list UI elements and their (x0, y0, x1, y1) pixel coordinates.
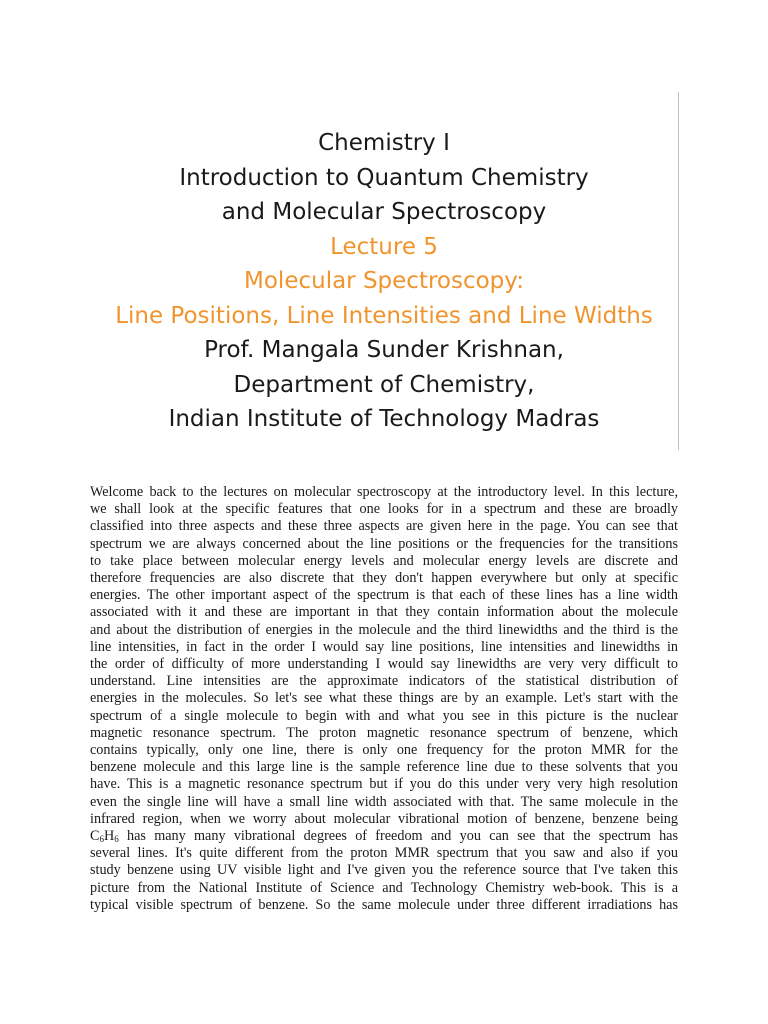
slide-title-block (90, 126, 678, 437)
transcript-line: therefore frequencies are also discrete that they don't happen everywhere but only at specific (90, 570, 678, 587)
transcript-line: typical visible spectrum of benzene. So the same molecule under three different irradiations has (90, 896, 678, 913)
benzene-formula-c: C (90, 828, 100, 845)
transcript-line: benzene molecule and this large line is the sample reference line due to these solvents that you (90, 759, 678, 776)
transcript-line: energies. The other important aspect of the spectrum is that each of these lines has a line width (90, 587, 678, 604)
transcript-line-formula (90, 828, 678, 845)
course-subtitle-line-2: and Molecular Spectroscopy (221, 199, 547, 225)
lecture-number: Lecture 5 (330, 233, 438, 260)
transcript-line: study benzene using UV visible light and I've given you the reference source that I've taken this (90, 862, 678, 879)
transcript-line: picture from the National Institute of Science and Technology Chemistry web-book. This is a (90, 879, 678, 896)
transcript-line: understand. Line intensities are the approximate indicators of the statistical distribution of (90, 673, 678, 690)
formula-line-text: has many many vibrational degrees of freedom and you can see that the spectrum has (118, 828, 678, 845)
lecture-topic-line-2: Line Positions, Line Intensities and Line Widths (115, 302, 653, 329)
lecture-topic-line-1: Molecular Spectroscopy: (244, 268, 524, 294)
transcript-line: infrared region, when we worry about molecular vibrational motion of benzene, benzene being (90, 810, 678, 827)
transcript-line: contains typically, only one line, there is only one frequency for the proton MMR for the (90, 742, 678, 759)
course-title: Chemistry I (318, 130, 450, 156)
transcript-line: to take place between molecular energy levels and molecular energy levels are discrete and (90, 552, 678, 569)
transcript-line: even the single line will have a small line width associated with that. The same molecule in the (90, 793, 678, 810)
transcript-line: magnetic resonance spectrum. The proton magnetic resonance spectrum of benzene, which (90, 724, 678, 741)
institute-name: Indian Institute of Technology Madras (168, 406, 600, 432)
transcript-line: spectrum we are always concerned about the line positions or the frequencies for the transitions (90, 535, 678, 552)
slide-divider (678, 92, 679, 450)
benzene-formula-c-subscript: 6 (99, 834, 104, 845)
transcript-line: several lines. It's quite different from the proton MMR spectrum that you saw and also if you (90, 845, 678, 862)
transcript-line: Welcome back to the lectures on molecular spectroscopy at the introductory level. In this lecture, (90, 484, 678, 500)
transcript-line: energies in the molecules. So let's see what these things are by an example. Let's start with the (90, 690, 678, 707)
transcript-line: spectrum of a single molecule to begin with and what you see in this picture is the nuclear (90, 707, 678, 724)
professor-name: Prof. Mangala Sunder Krishnan, (204, 337, 564, 363)
transcript-line: classified into three aspects and these three aspects are given here in the page. You can see that (90, 518, 678, 535)
transcript-line: have. This is a magnetic resonance spectrum but if you do this under very very high resolution (90, 776, 678, 793)
course-subtitle-line-1: Introduction to Quantum Chemistry (179, 164, 589, 191)
benzene-formula-h-subscript: 6 (114, 834, 119, 845)
lecture-transcript (90, 484, 678, 914)
transcript-line: line intensities, in fact in the order I would say line positions, line intensities and linewidths in (90, 638, 678, 655)
transcript-line: the order of difficulty of more understanding I would say linewidths are very very difficult to (90, 656, 678, 673)
transcript-line: we shall look at the specific features that one looks for in a spectrum and these are broadly (90, 501, 678, 518)
benzene-formula-h: H (103, 828, 115, 845)
transcript-line: associated with it and these are important in that they contain information about the molecule (90, 604, 678, 621)
department-name: Department of Chemistry, (233, 371, 535, 398)
transcript-line: and about the distribution of energies in the molecule and the third linewidths and the third is the (90, 621, 678, 638)
